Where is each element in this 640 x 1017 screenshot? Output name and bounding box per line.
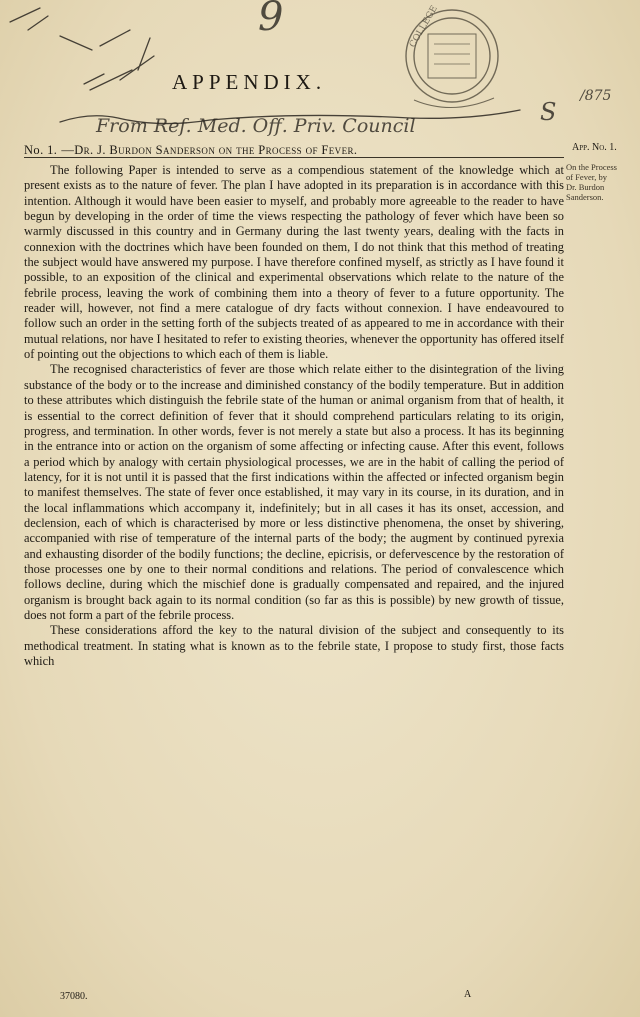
paper-heading	[24, 143, 357, 158]
margin-note-line: Sanderson.	[566, 192, 604, 202]
paragraph: The recognised characteristics of fever are those which relate either to the disintegration of the living substance of the body or to the increase and diminished constancy of the bodily temperature. But in addition to these attributes which distinguish the febrile state of the human or animal organism from that of health, it is essential to the correct definition of fever that it should comprehend particulars relating to its origin, progress, and termination. In other words, fever is not merely a state but also a process. It has its beginning in the entrance into or action on the organism of some affecting or infecting cause. After this event, follows a period which by analogy with certain physiological processes, we are in the habit of calling the period of latency, for it is not until it is passed that the first indications within the affected or infected organism begin to manifest themselves. The state of fever once established, it may vary in its course, in its duration, and in the local inflammations which accompany it, indefinitely; but in all cases it has its onset, accession, and declension, each of which is characterised by more or less distinctive phenomena, the onset by shivering, accompanied with rise of temperature of the internal parts of the body; the augment by continued pyrexia and exhausting disorder of the bodily functions; the decline, epicrisis, or defervescence by the restoration of those processes one by one to their normal conditions and relations. The period of convalescence which follows decline, during which the mischief done is gradually compensated and repaired, and the injured organism is brought back again to its normal condition (so far as this is possible) by new growth of tissue, does not form a part of the febrile process.	[24, 362, 564, 622]
paragraph: The following Paper is intended to serve as a compendious statement of the knowledge which at present exists as to the nature of fever. The plan I have adopted in its preparation is in accordance with this intention. Although it would have been easier to myself, and probably more agreeable to the reader to have begun by developing in the order of time the views respecting the pathology of fever which have been so warmly discussed in this country and in Germany during the last twenty years, dealing with the facts in connexion with the doctrines which have been founded on them, I do not think that this method of treating the subject would have answered my purpose. I have therefore confined myself, as strictly as I have found it possible, to an exposition of the clinical and experimental observations which relate to the nature of the febrile process, leaving the work of combining them into a theory of fever to a future opportunity. The reader will, however, not find a mere catalogue of dry facts without connexion. I have endeavoured to follow such an order in the setting forth of the subjects treated of as appeared to me in accordance with their mutual relations, nor have I hesitated to refer to existing theories, whenever the opportunity has offered itself of pointing out the objections to which each of them is liable.	[24, 163, 564, 362]
paper-title: —Dr. J. Burdon Sanderson on the Process of Fever.	[61, 143, 358, 157]
handwritten-page-number: 9	[258, 0, 284, 40]
handwritten-ref: /875	[580, 88, 612, 104]
margin-note-line: of Fever, by	[566, 172, 607, 182]
handwritten-note: From Ref. Med. Off. Priv. Council	[96, 115, 416, 137]
appendix-title: APPENDIX.	[172, 70, 327, 94]
margin-note	[566, 162, 636, 202]
appendix-reference: App. No. 1.	[572, 142, 617, 153]
print-code: 37080.	[60, 991, 88, 1002]
margin-note-line: On the Process	[566, 162, 617, 172]
svg-text:COLLEGE: COLLEGE	[407, 4, 440, 50]
paper-number: No. 1.	[24, 143, 58, 157]
heading-rule	[24, 157, 564, 158]
body-text	[24, 163, 564, 669]
margin-note-line: Dr. Burdon	[566, 182, 605, 192]
signature-mark: A	[464, 989, 472, 1000]
paragraph: These considerations afford the key to the natural division of the subject and consequently to its methodical treatment. In stating what is known as to the febrile state, I propose to study first, those facts which	[24, 623, 564, 668]
handwritten-code: S	[540, 98, 557, 126]
